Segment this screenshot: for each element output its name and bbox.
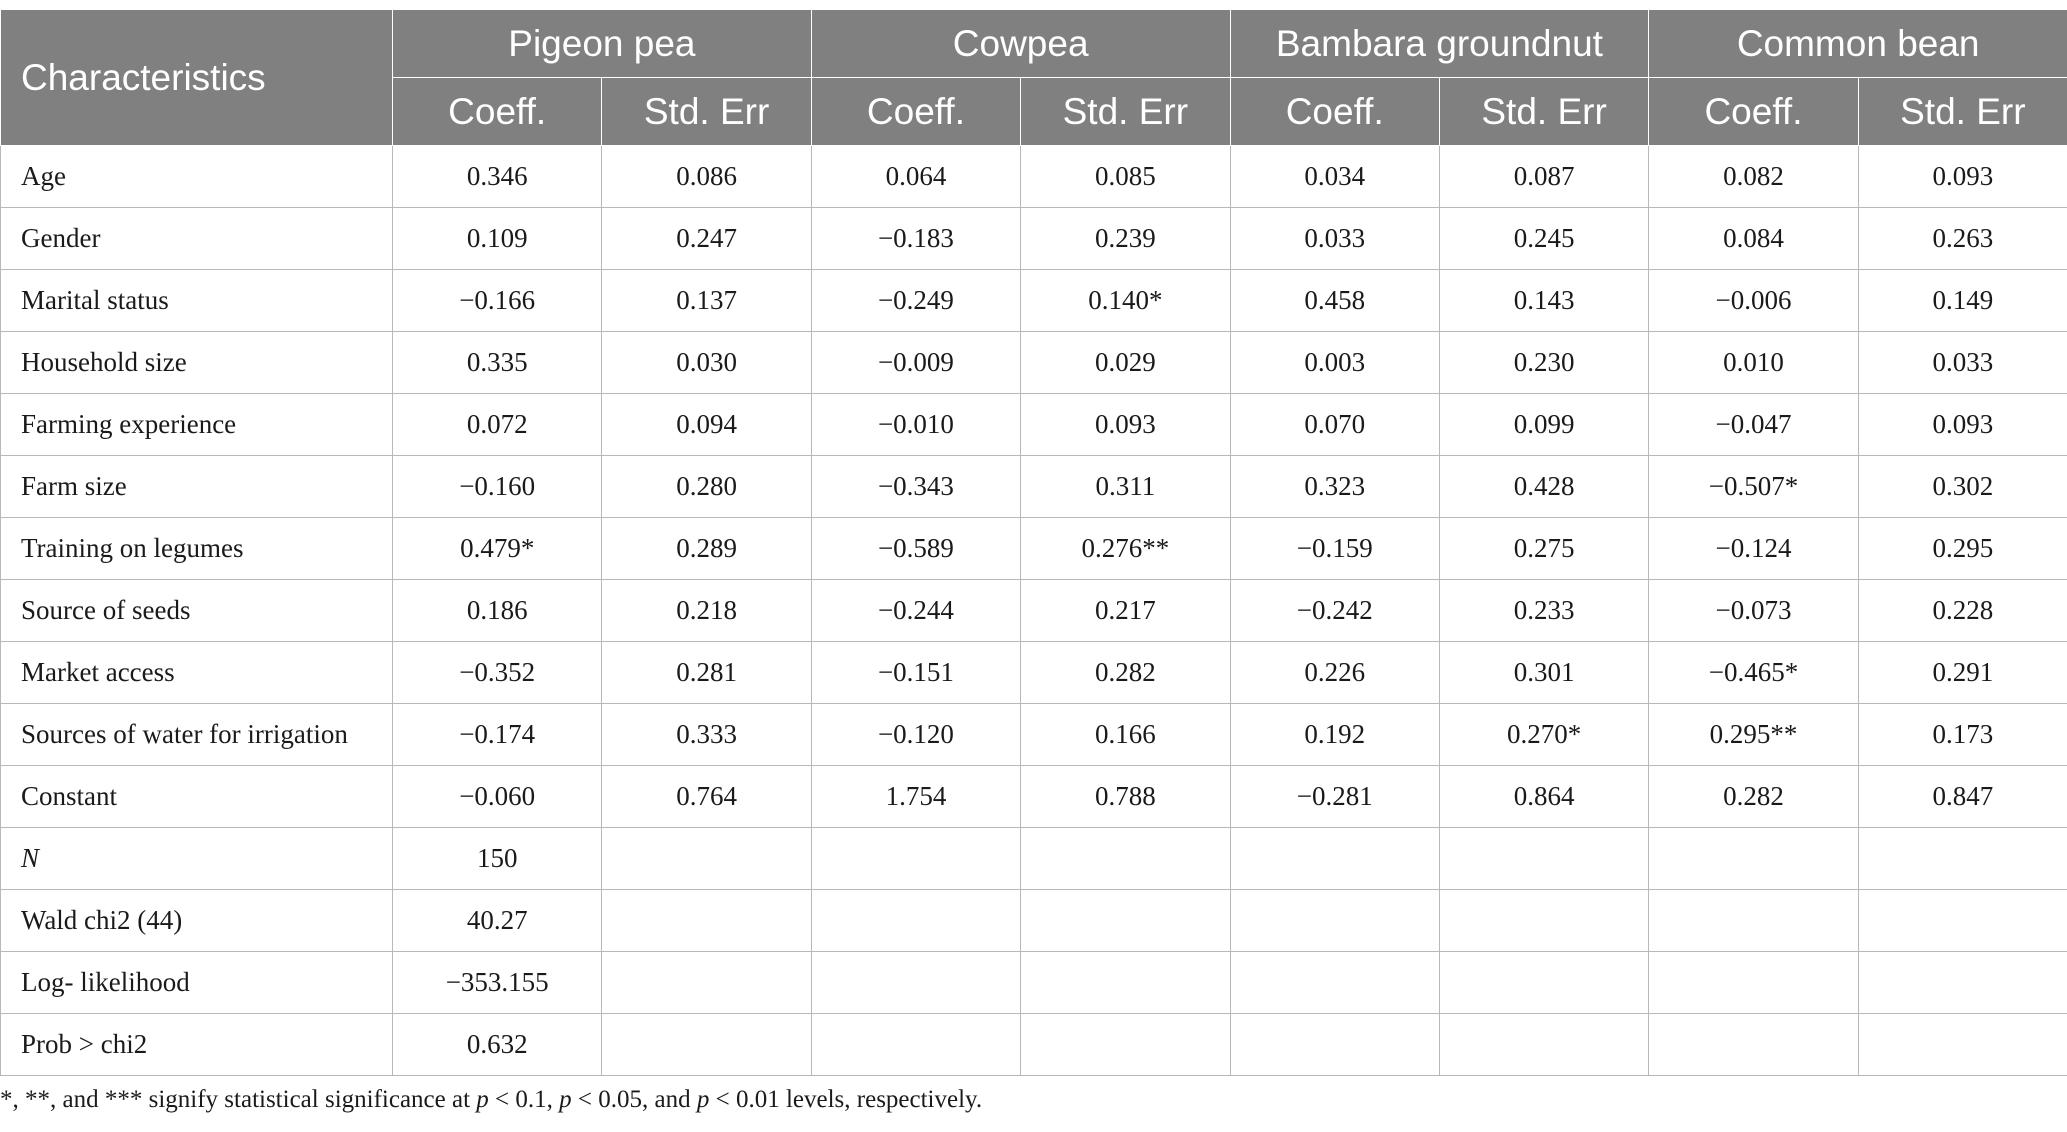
footnote-text: *, **, and *** signify statistical significance at — [0, 1086, 477, 1113]
header-coeff: Coeff. — [811, 78, 1020, 146]
cell-coeff — [811, 828, 1020, 890]
cell-std-err: 0.086 — [602, 146, 811, 208]
table-row — [1, 208, 2067, 270]
cell-std-err — [1021, 828, 1230, 890]
cell-coeff — [1649, 828, 1858, 890]
cell-coeff: 0.070 — [1230, 394, 1439, 456]
cell-coeff: 0.003 — [1230, 332, 1439, 394]
cell-std-err: 0.295 — [1858, 518, 2067, 580]
header-coeff: Coeff. — [1649, 78, 1858, 146]
cell-std-err: 0.275 — [1439, 518, 1648, 580]
cell-std-err: 0.087 — [1439, 146, 1648, 208]
cell-coeff: −0.343 — [811, 456, 1020, 518]
cell-coeff: −353.155 — [393, 952, 602, 1014]
results-table-container — [0, 9, 2067, 1076]
cell-std-err: 0.245 — [1439, 208, 1648, 270]
cell-coeff: −0.073 — [1649, 580, 1858, 642]
table-row — [1, 518, 2067, 580]
cell-std-err: 0.847 — [1858, 766, 2067, 828]
row-label: Sources of water for irrigation — [1, 704, 393, 766]
cell-std-err: 0.149 — [1858, 270, 2067, 332]
cell-std-err: 0.333 — [602, 704, 811, 766]
cell-std-err: 0.291 — [1858, 642, 2067, 704]
cell-coeff: 0.109 — [393, 208, 602, 270]
cell-std-err: 0.094 — [602, 394, 811, 456]
cell-std-err — [1021, 890, 1230, 952]
cell-coeff: −0.465* — [1649, 642, 1858, 704]
cell-std-err: 0.281 — [602, 642, 811, 704]
cell-std-err: 0.143 — [1439, 270, 1648, 332]
cell-std-err: 0.864 — [1439, 766, 1648, 828]
row-label: Log- likelihood — [1, 952, 393, 1014]
table-row — [1, 642, 2067, 704]
cell-coeff — [1649, 890, 1858, 952]
cell-std-err: 0.280 — [602, 456, 811, 518]
cell-coeff: −0.151 — [811, 642, 1020, 704]
cell-std-err: 0.788 — [1021, 766, 1230, 828]
cell-coeff: −0.124 — [1649, 518, 1858, 580]
cell-std-err: 0.030 — [602, 332, 811, 394]
cell-coeff: −0.507* — [1649, 456, 1858, 518]
table-row — [1, 828, 2067, 890]
header-coeff: Coeff. — [1230, 78, 1439, 146]
cell-std-err: 0.085 — [1021, 146, 1230, 208]
row-label: Gender — [1, 208, 393, 270]
cell-std-err: 0.301 — [1439, 642, 1648, 704]
cell-coeff: 0.479* — [393, 518, 602, 580]
cell-std-err: 0.137 — [602, 270, 811, 332]
footnote-text: < 0.01 levels, respectively. — [709, 1086, 983, 1113]
cell-std-err — [1021, 952, 1230, 1014]
cell-coeff: 0.072 — [393, 394, 602, 456]
cell-coeff: −0.010 — [811, 394, 1020, 456]
cell-coeff: −0.244 — [811, 580, 1020, 642]
cell-coeff: −0.242 — [1230, 580, 1439, 642]
table-header — [1, 10, 2067, 146]
cell-std-err: 0.311 — [1021, 456, 1230, 518]
cell-coeff: 0.033 — [1230, 208, 1439, 270]
cell-std-err: 0.233 — [1439, 580, 1648, 642]
header-std-err: Std. Err — [1439, 78, 1648, 146]
header-crop-pigeon-pea: Pigeon pea — [393, 10, 812, 78]
cell-coeff — [1230, 952, 1439, 1014]
cell-std-err — [1858, 828, 2067, 890]
cell-coeff — [1649, 952, 1858, 1014]
header-std-err: Std. Err — [1021, 78, 1230, 146]
table-footnote — [0, 1086, 982, 1114]
footnote-p-symbol: p — [559, 1086, 572, 1113]
cell-std-err — [1439, 828, 1648, 890]
cell-std-err: 0.217 — [1021, 580, 1230, 642]
cell-std-err — [1858, 1014, 2067, 1076]
cell-std-err: 0.428 — [1439, 456, 1648, 518]
cell-coeff: 0.346 — [393, 146, 602, 208]
cell-coeff: 150 — [393, 828, 602, 890]
regression-results-table — [0, 9, 2067, 1076]
footnote-text: < 0.05, and — [571, 1086, 697, 1113]
table-row — [1, 580, 2067, 642]
cell-coeff: −0.060 — [393, 766, 602, 828]
cell-coeff: −0.047 — [1649, 394, 1858, 456]
table-row — [1, 394, 2067, 456]
cell-std-err: 0.263 — [1858, 208, 2067, 270]
table-row — [1, 766, 2067, 828]
row-label: Prob > chi2 — [1, 1014, 393, 1076]
table-row — [1, 146, 2067, 208]
cell-std-err — [1439, 952, 1648, 1014]
cell-std-err: 0.764 — [602, 766, 811, 828]
cell-coeff: −0.352 — [393, 642, 602, 704]
cell-std-err: 0.282 — [1021, 642, 1230, 704]
cell-coeff: −0.281 — [1230, 766, 1439, 828]
cell-coeff: −0.159 — [1230, 518, 1439, 580]
cell-coeff: −0.249 — [811, 270, 1020, 332]
table-row — [1, 704, 2067, 766]
row-label: Market access — [1, 642, 393, 704]
cell-std-err: 0.289 — [602, 518, 811, 580]
row-label: Farming experience — [1, 394, 393, 456]
cell-coeff — [1230, 890, 1439, 952]
header-crop-bambara-groundnut: Bambara groundnut — [1230, 10, 1649, 78]
row-label: N — [1, 828, 393, 890]
cell-std-err: 0.140* — [1021, 270, 1230, 332]
row-label: Age — [1, 146, 393, 208]
header-std-err: Std. Err — [602, 78, 811, 146]
table-row — [1, 270, 2067, 332]
cell-coeff: 0.064 — [811, 146, 1020, 208]
cell-std-err: 0.029 — [1021, 332, 1230, 394]
header-characteristics: Characteristics — [1, 10, 393, 146]
cell-std-err: 0.247 — [602, 208, 811, 270]
table-row — [1, 456, 2067, 518]
cell-std-err — [1858, 890, 2067, 952]
cell-coeff: 0.226 — [1230, 642, 1439, 704]
cell-std-err: 0.173 — [1858, 704, 2067, 766]
cell-coeff: −0.009 — [811, 332, 1020, 394]
cell-coeff: 0.084 — [1649, 208, 1858, 270]
cell-std-err — [1439, 890, 1648, 952]
cell-std-err — [602, 890, 811, 952]
cell-coeff — [1649, 1014, 1858, 1076]
footnote-p-symbol: p — [696, 1086, 710, 1113]
header-coeff: Coeff. — [393, 78, 602, 146]
cell-std-err: 0.166 — [1021, 704, 1230, 766]
cell-std-err: 0.230 — [1439, 332, 1648, 394]
row-label: Wald chi2 (44) — [1, 890, 393, 952]
cell-std-err: 0.093 — [1858, 394, 2067, 456]
cell-std-err: 0.270* — [1439, 704, 1648, 766]
cell-std-err: 0.218 — [602, 580, 811, 642]
table-row — [1, 890, 2067, 952]
header-std-err: Std. Err — [1858, 78, 2067, 146]
row-label: Marital status — [1, 270, 393, 332]
cell-coeff — [1230, 1014, 1439, 1076]
cell-coeff: 0.632 — [393, 1014, 602, 1076]
header-row-crops — [1, 10, 2067, 78]
cell-std-err: 0.033 — [1858, 332, 2067, 394]
cell-std-err: 0.228 — [1858, 580, 2067, 642]
cell-coeff: −0.183 — [811, 208, 1020, 270]
row-label: Source of seeds — [1, 580, 393, 642]
cell-coeff: 0.335 — [393, 332, 602, 394]
cell-coeff — [811, 1014, 1020, 1076]
row-label: Training on legumes — [1, 518, 393, 580]
cell-coeff: 0.282 — [1649, 766, 1858, 828]
footnote-p-symbol: p — [476, 1086, 489, 1113]
cell-std-err — [1858, 952, 2067, 1014]
cell-coeff — [811, 952, 1020, 1014]
table-row — [1, 332, 2067, 394]
cell-coeff: 0.010 — [1649, 332, 1858, 394]
cell-coeff: −0.589 — [811, 518, 1020, 580]
cell-std-err — [602, 828, 811, 890]
cell-coeff: −0.120 — [811, 704, 1020, 766]
row-label: Constant — [1, 766, 393, 828]
header-crop-cowpea: Cowpea — [811, 10, 1230, 78]
cell-std-err: 0.276** — [1021, 518, 1230, 580]
cell-std-err — [1021, 1014, 1230, 1076]
cell-coeff: −0.006 — [1649, 270, 1858, 332]
cell-coeff: 0.186 — [393, 580, 602, 642]
cell-coeff: −0.166 — [393, 270, 602, 332]
cell-std-err: 0.239 — [1021, 208, 1230, 270]
cell-coeff — [811, 890, 1020, 952]
cell-coeff: 0.192 — [1230, 704, 1439, 766]
cell-coeff: 0.034 — [1230, 146, 1439, 208]
table-row — [1, 1014, 2067, 1076]
header-crop-common-bean: Common bean — [1649, 10, 2067, 78]
cell-coeff: 0.082 — [1649, 146, 1858, 208]
row-label: Household size — [1, 332, 393, 394]
cell-std-err: 0.302 — [1858, 456, 2067, 518]
cell-std-err — [1439, 1014, 1648, 1076]
cell-std-err — [602, 952, 811, 1014]
row-label: Farm size — [1, 456, 393, 518]
cell-std-err: 0.093 — [1858, 146, 2067, 208]
cell-coeff: 1.754 — [811, 766, 1020, 828]
footnote-text: < 0.1, — [488, 1086, 560, 1113]
table-row — [1, 952, 2067, 1014]
cell-coeff: 0.323 — [1230, 456, 1439, 518]
cell-std-err: 0.099 — [1439, 394, 1648, 456]
cell-std-err — [602, 1014, 811, 1076]
cell-std-err: 0.093 — [1021, 394, 1230, 456]
cell-coeff: 0.458 — [1230, 270, 1439, 332]
cell-coeff — [1230, 828, 1439, 890]
cell-coeff: 40.27 — [393, 890, 602, 952]
table-body — [1, 146, 2067, 1076]
cell-coeff: −0.160 — [393, 456, 602, 518]
cell-coeff: −0.174 — [393, 704, 602, 766]
cell-coeff: 0.295** — [1649, 704, 1858, 766]
